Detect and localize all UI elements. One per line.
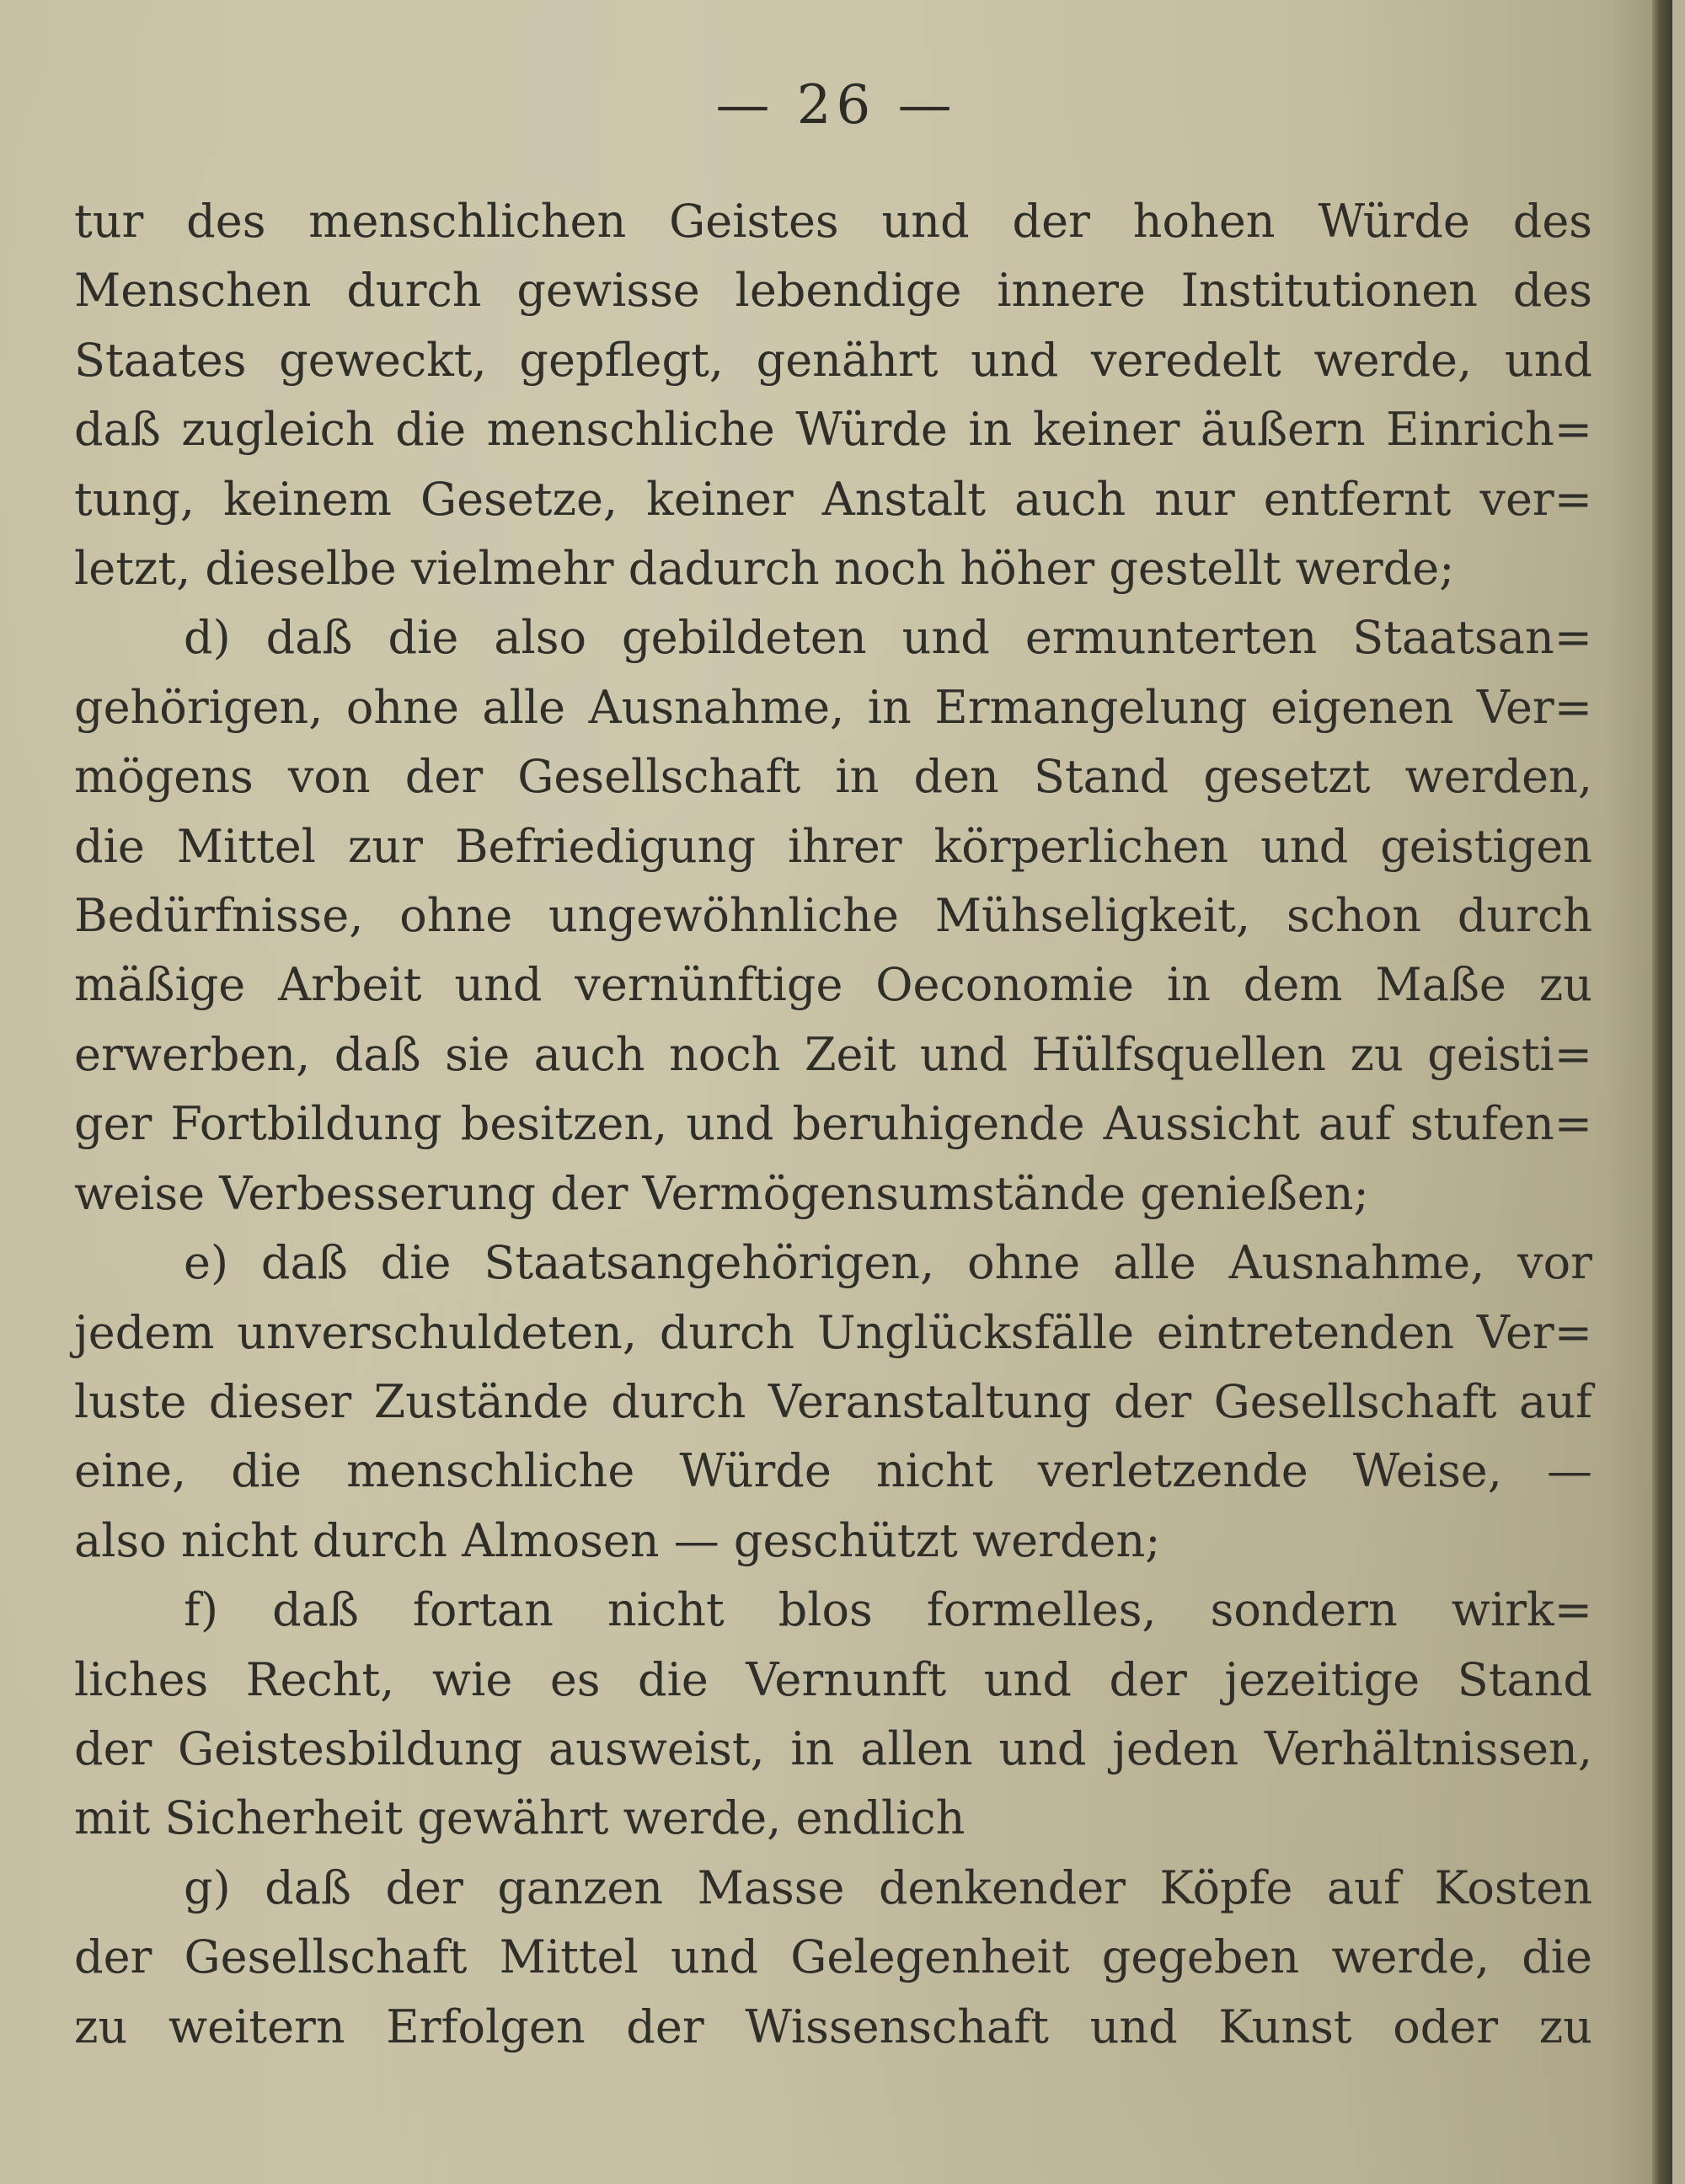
text-line-17: jedem unverschuldeten, durch Unglücksfälle eintretenden Ver= <box>74 1305 1592 1359</box>
text-line-10: die Mittel zur Befriedigung ihrer körperlichen und geistigen <box>74 819 1592 873</box>
text-line-13: erwerben, daß sie auch noch Zeit und Hülfsquellen zu geisti= <box>74 1027 1592 1081</box>
text-line-12: mäßige Arbeit und vernünftige Oeconomie in dem Maße zu <box>74 958 1592 1012</box>
page-binding-edge <box>1652 0 1672 2184</box>
text-line-16-item-e: e) daß die Staatsangehörigen, ohne alle Ausnahme, vor <box>184 1236 1592 1290</box>
text-line-27: zu weitern Erfolgen der Wissenschaft und Kunst oder zu <box>74 1999 1592 2053</box>
text-line-5: tung, keinem Gesetze, keiner Anstalt auch nur entfernt ver= <box>74 472 1592 526</box>
text-line-15: weise Verbesserung der Vermögensumstände genießen; <box>74 1166 1369 1220</box>
text-line-11: Bedürfnisse, ohne ungewöhnliche Mühseligkeit, schon durch <box>74 889 1592 943</box>
text-line-7-item-d: d) daß die also gebildeten und ermunterten Staatsan= <box>184 611 1592 665</box>
text-line-4: daß zugleich die menschliche Würde in keiner äußern Einrich= <box>74 403 1592 457</box>
body-text <box>74 187 1592 2062</box>
page-number: — 26 — <box>715 74 957 136</box>
text-line-23: der Geistesbildung ausweist, in allen und jeden Verhältnissen, <box>74 1721 1592 1775</box>
text-line-14: ger Fortbildung besitzen, und beruhigende Aussicht auf stufen= <box>74 1097 1592 1151</box>
text-line-25-item-g: g) daß der ganzen Masse denkender Köpfe auf Kosten <box>184 1860 1592 1914</box>
text-line-8: gehörigen, ohne alle Ausnahme, in Ermangelung eigenen Ver= <box>74 680 1592 734</box>
text-line-22: liches Recht, wie es die Vernunft und der jezeitige Stand <box>74 1652 1592 1706</box>
text-line-26: der Gesellschaft Mittel und Gelegenheit gegeben werde, die <box>74 1930 1592 1984</box>
text-line-24: mit Sicherheit gewährt werde, endlich <box>74 1791 966 1845</box>
text-line-21-item-f: f) daß fortan nicht blos formelles, sondern wirk= <box>184 1583 1592 1637</box>
text-line-19: eine, die menschliche Würde nicht verletzende Weise, — <box>74 1444 1592 1498</box>
text-line-3: Staates geweckt, gepflegt, genährt und veredelt werde, und <box>74 333 1592 387</box>
text-line-20: also nicht durch Almosen — geschützt werden; <box>74 1513 1161 1567</box>
text-line-2: Menschen durch gewisse lebendige innere Institutionen des <box>74 264 1592 318</box>
text-line-9: mögens von der Gesellschaft in den Stand gesetzt werden, <box>74 750 1592 804</box>
text-line-18: luste dieser Zustände durch Veranstaltung der Gesellschaft auf <box>74 1374 1592 1428</box>
text-line-1: tur des menschlichen Geistes und der hohen Würde des <box>74 195 1592 248</box>
text-line-6: letzt, dieselbe vielmehr dadurch noch höher gestellt werde; <box>74 542 1455 596</box>
